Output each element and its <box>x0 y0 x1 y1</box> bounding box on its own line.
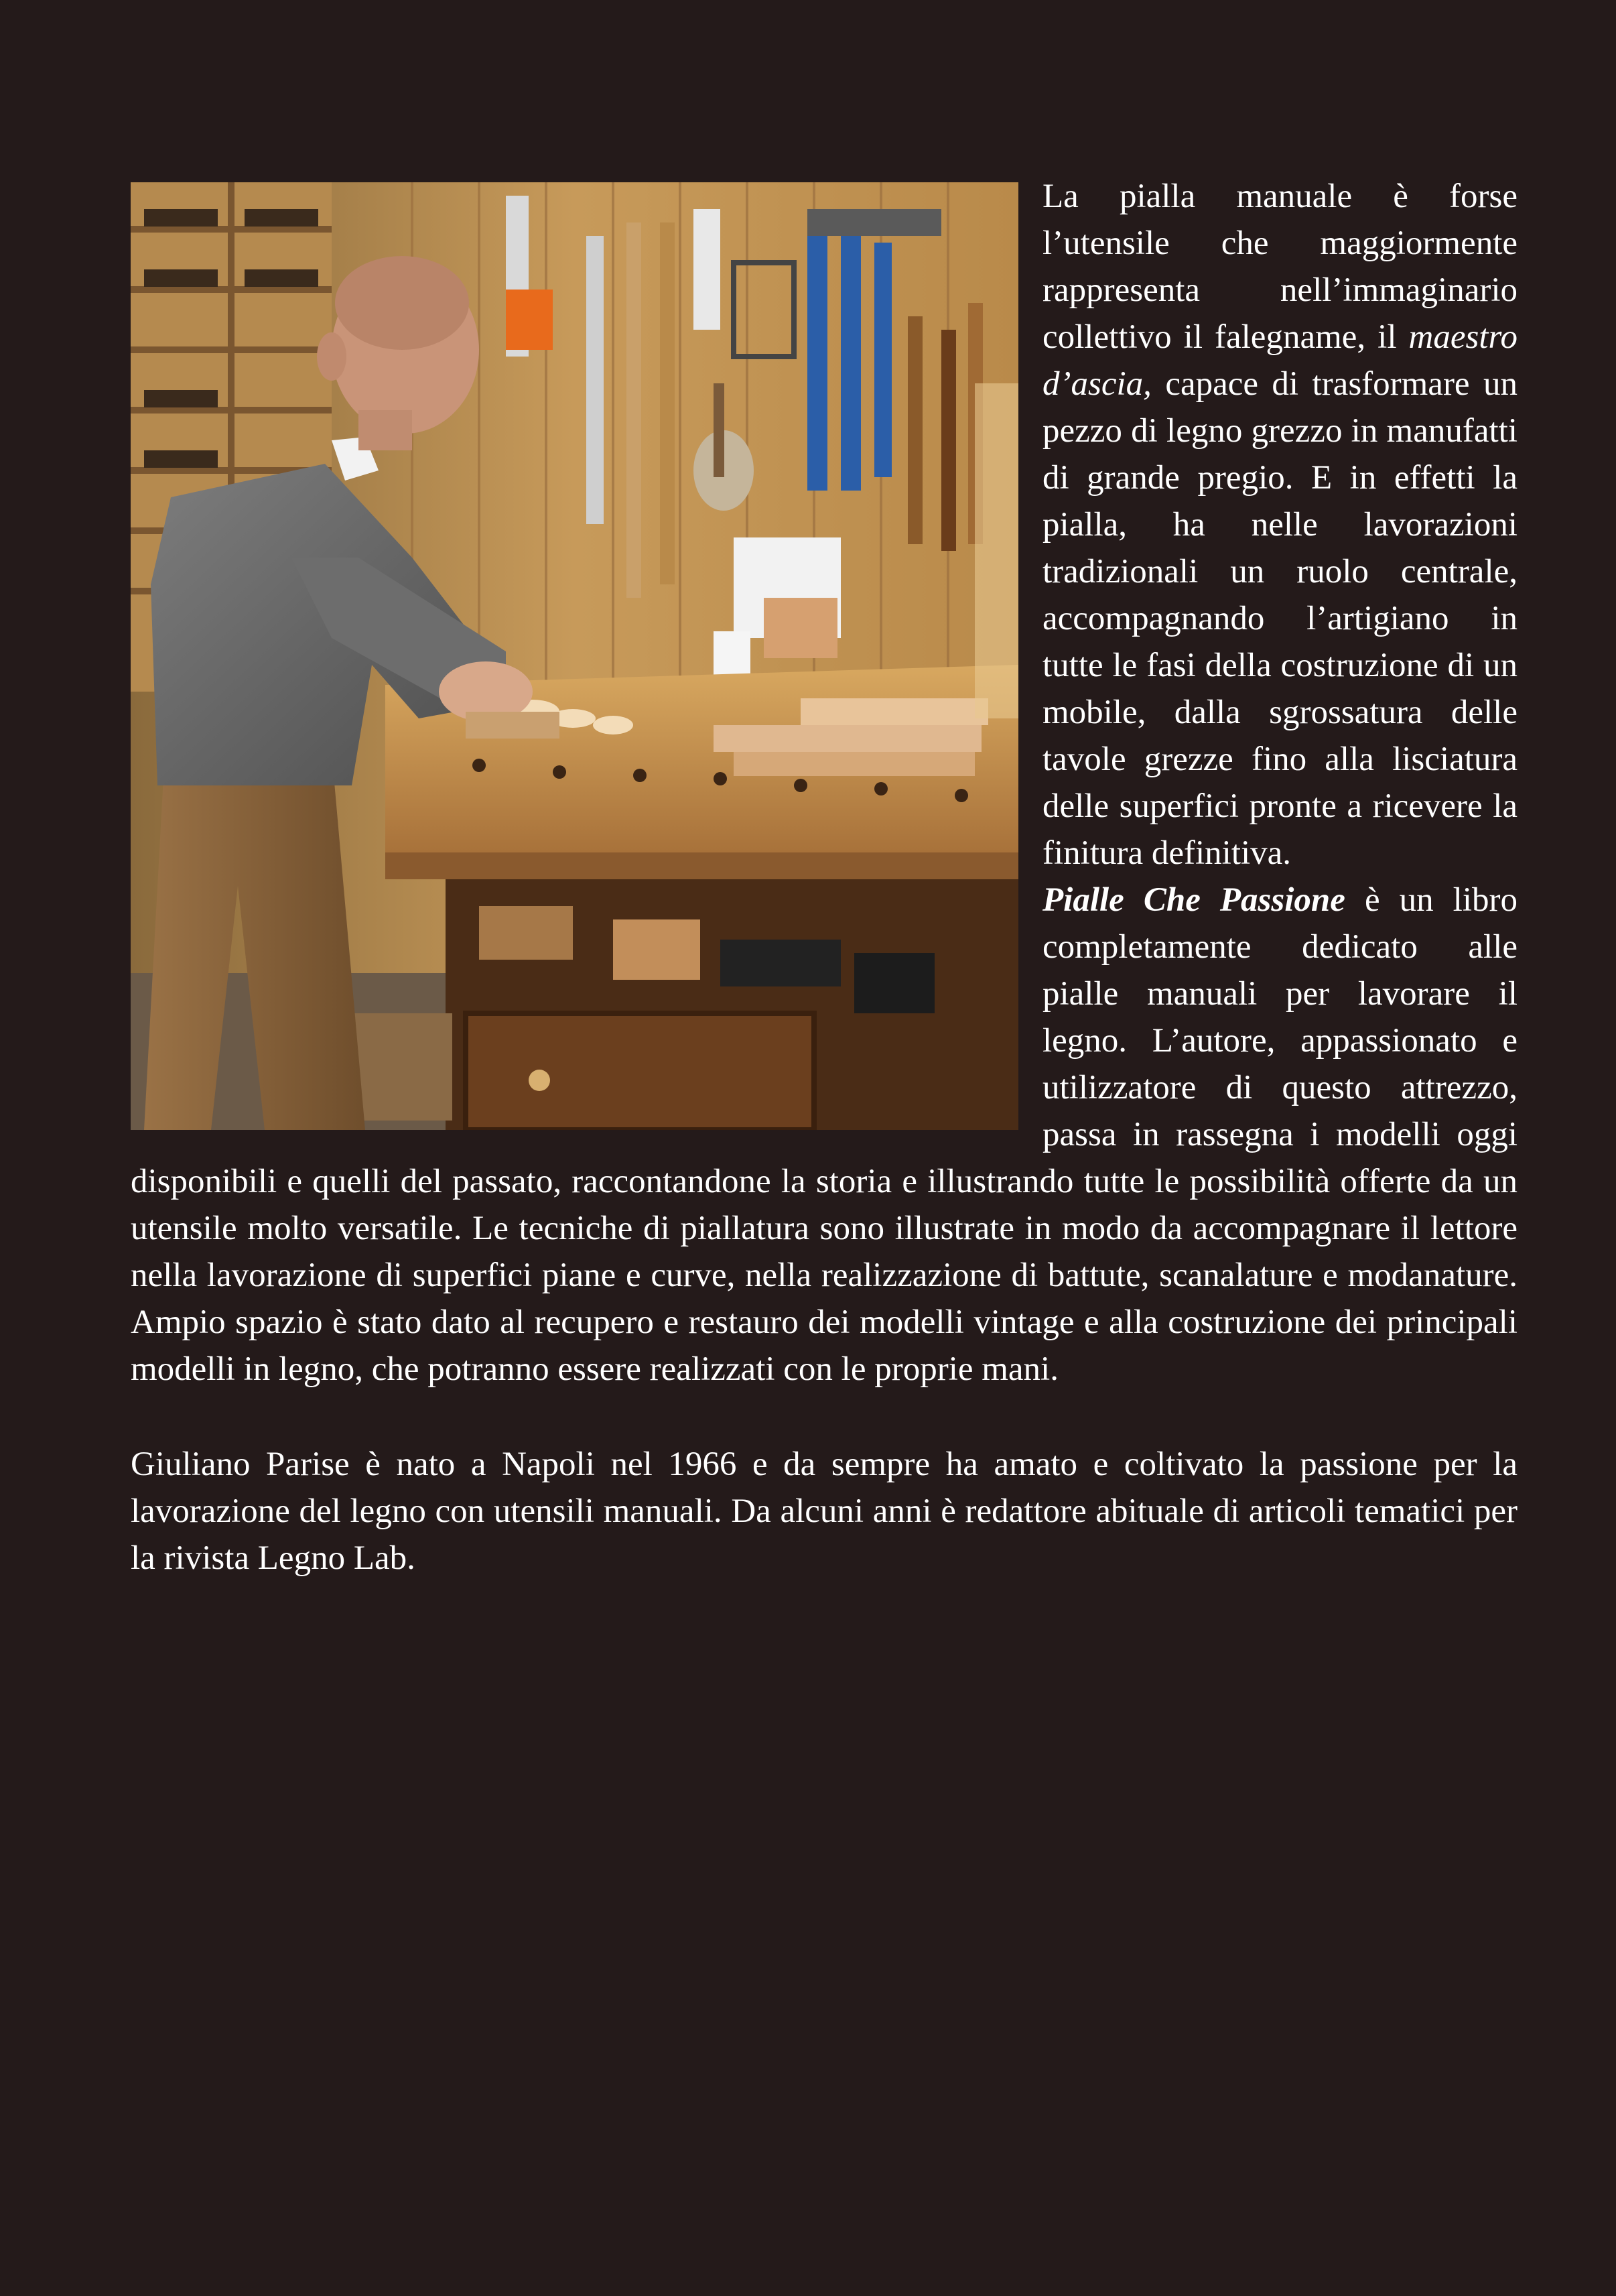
book-description-text: è un libro completamente dedicato alle pialle manuali per lavorare il legno. L’autore, appassionato e utilizzatore di questo attrezzo, passa in rassegna i modelli oggi disponibili e quelli del passato, raccontandone la storia e illustrando tutte le possibilità offerte da un utensile molto versatile. Le tecniche di piallatura sono illustrate in modo da accompagnare il lettore nella lavorazione di superfici piane e curve, nella realizzazione di battute, scanalature e modanature. Ampio spazio è stato dato al recupero e restauro dei modelli vintage e alla costruzione dei principali modelli in legno, che potranno essere realizzati con le proprie mani. <box>131 881 1518 1388</box>
book-title: Pialle Che Passione <box>1042 881 1345 919</box>
intro-text-part1: La pialla manuale è forse l’utensile che maggiormente rappresenta nell’immaginario collettivo il falegname, il <box>1042 178 1518 356</box>
intro-emphasis: maestro d’ascia, <box>1042 318 1518 403</box>
text-block <box>131 173 1518 1582</box>
paragraph-spacer <box>131 1393 1518 1441</box>
intro-text-part2: capace di trasformare un pezzo di legno grezzo in manufatti di grande pregio. E in effetti la pialla, ha nelle lavorazioni tradizionali un ruolo centrale, accompagnando l’artigiano in tutte le fasi della costruzione di un mobile, dalla sgrossatura delle tavole grezze fino alla lisciatura delle superfici pronte a ricevere la finitura definitiva. <box>1042 365 1518 872</box>
author-bio-paragraph: Giuliano Parise è nato a Napoli nel 1966 e da sempre ha amato e coltivato la passione per la lavorazione del legno con utensili manuali. Da alcuni anni è redattore abituale di articoli tematici per la rivista Legno Lab. <box>131 1446 1518 1577</box>
woodworker-at-workbench-photo <box>131 182 1018 1130</box>
